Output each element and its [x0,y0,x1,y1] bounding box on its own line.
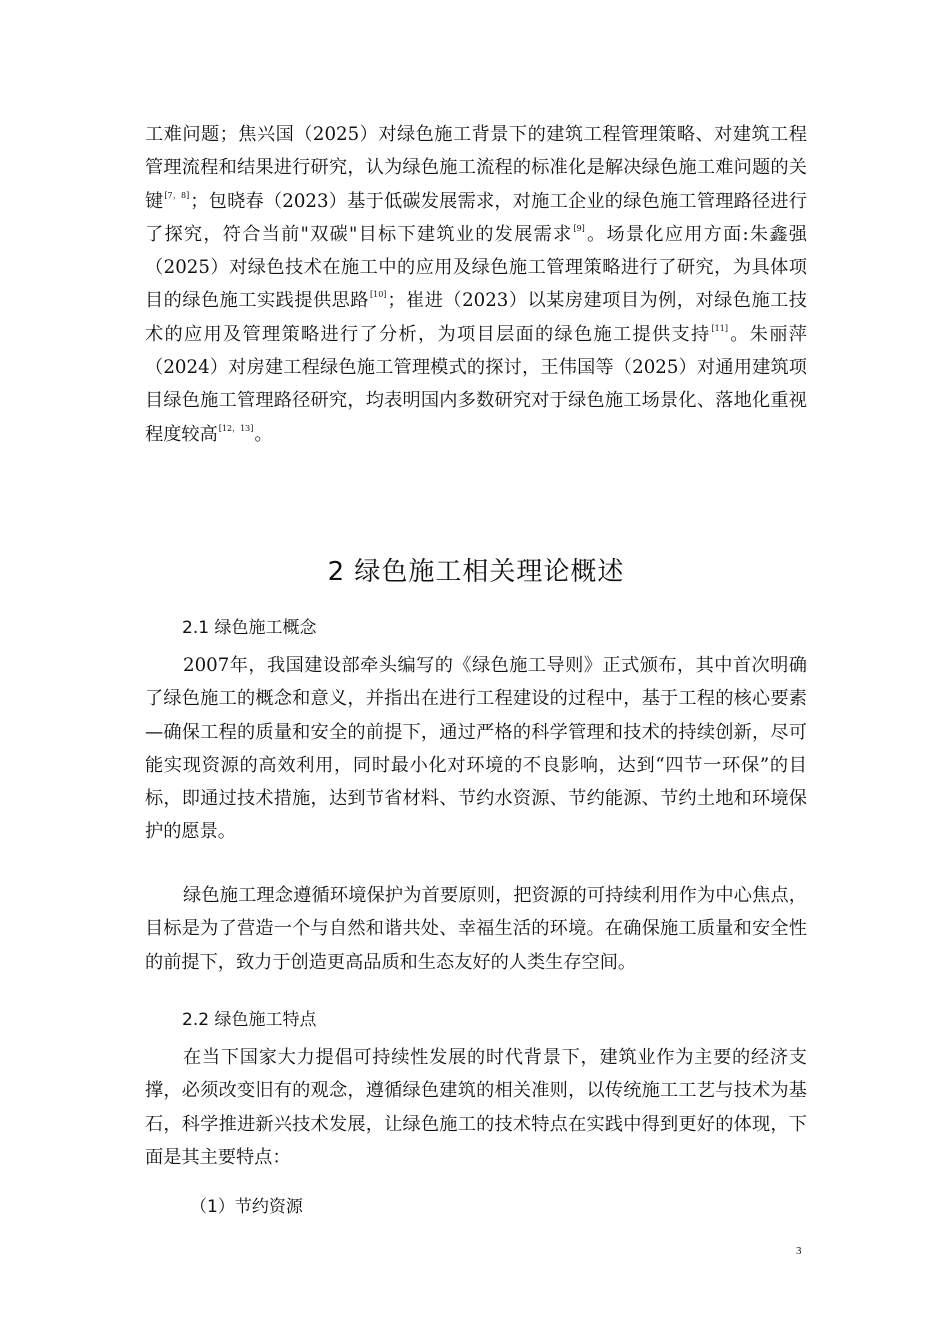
citation-7-8[interactable]: [7，8] [164,190,190,200]
section-2-2-paragraph-1: 在当下国家大力提倡可持续性发展的时代背景下，建筑业作为主要的经济支撑，必须改变旧有的观念，遵循绿色建筑的相关准则，以传统施工工艺与技术为基石，科学推进新兴技术发展，让绿色施工的技术特点在实践中得到更好的体现，下面是其主要特点： [145,1047,807,1168]
list-item-1-heading: （1）节约资源 [190,1197,303,1217]
section-2-1-heading: 2.1 绿色施工概念 [182,618,317,638]
intro-text-6: 。 [254,423,273,445]
citation-9[interactable]: [9] [573,223,585,233]
intro-text-3: 。场景化应用方面:朱鑫强（2025）对绿色技术在施工中的应用及绿色施工管理策略进行了研究，为具体项目的绿色施工实践提供思路 [145,223,807,312]
intro-text-4: ；崔进（2023）以某房建项目为例，对绿色施工技术的应用及管理策略进行了分析，为项目层面的绿色施工提供支持 [145,290,807,345]
intro-text-1: 工难问题；焦兴国（2025）对绿色施工背景下的建筑工程管理策略、对建筑工程管理流程和结果进行研究，认为绿色施工流程的标准化是解决绿色施工难问题的关键 [145,124,807,212]
chapter-title: 2 绿色施工相关理论概述 [327,557,625,587]
intro-text-5: 。朱丽萍（2024）对房建工程绿色施工管理模式的探讨，王伟国等（2025）对通用建筑项目绿色施工管理路径研究，均表明国内多数研究对于绿色施工场景化、落地化重视程度较高 [145,323,807,445]
section-2-2-heading: 2.2 绿色施工特点 [182,1010,317,1030]
section-2-1-paragraph-1: 2007年，我国建设部牵头编写的《绿色施工导则》正式颁布，其中首次明确了绿色施工的概念和意义，并指出在进行工程建设的过程中，基于工程的核心要素—确保工程的质量和安全的前提下，通过严格的科学管理和技术的持续创新，尽可能实现资源的高效利用，同时最小化对环境的不良影响，达到“四节一环保”的目标，即通过技术措施，达到节省材料、节约水资源、节约能源、节约土地和环境保护的愿景。 [145,655,807,843]
page-number: 3 [796,1245,802,1257]
citation-12-13[interactable]: [12，13] [218,423,254,433]
intro-text-2: ；包晓春（2023）基于低碳发展需求，对施工企业的绿色施工管理路径进行了探究，符合当前"双碳"目标下建筑业的发展需求 [145,190,807,245]
section-2-1-paragraph-2: 绿色施工理念遵循环境保护为首要原则，把资源的可持续利用作为中心焦点，目标是为了营造一个与自然和谐共处、幸福生活的环境。在确保施工质量和安全性的前提下，致力于创造更高品质和生态友好的人类生存空间。 [145,885,807,973]
citation-10[interactable]: [10] [369,290,387,300]
citation-11[interactable]: [11] [711,323,728,333]
intro-paragraph [145,118,807,451]
